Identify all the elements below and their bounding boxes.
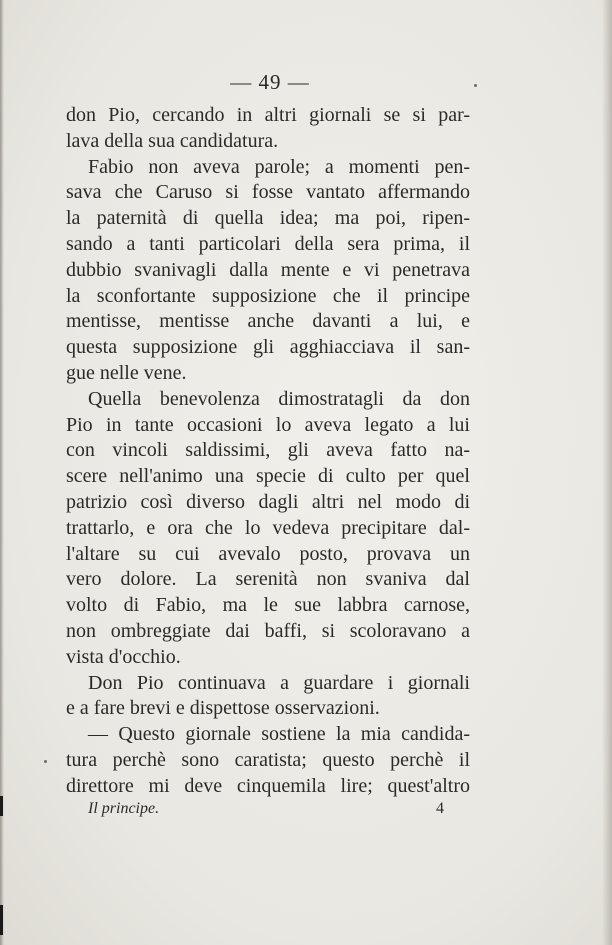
- text-line: tura perchè sono caratista; questo perchè il: [66, 748, 470, 771]
- text-line: Quella benevolenza dimostratagli da don: [88, 387, 470, 410]
- text-line: Don Pio continuava a guardare i giornali: [88, 671, 470, 694]
- text-line: lava della sua candidatura.: [66, 129, 279, 152]
- text-line: direttore mi deve cinquemila lire; quest'altro: [66, 774, 470, 797]
- page-number: — 49 —: [230, 70, 310, 94]
- binding-mark: [0, 905, 3, 935]
- paper-speck: [44, 760, 47, 763]
- text-line: questa supposizione gli agghiacciava il san-: [66, 336, 470, 359]
- text-line: patrizio così diverso dagli altri nel modo di: [66, 490, 470, 513]
- signature-mark: 4: [436, 800, 444, 817]
- text-line: Fabio non aveva parole; a momenti pen-: [88, 155, 470, 178]
- text-line: e a fare brevi e dispettose osservazioni.: [66, 697, 380, 720]
- text-line: dubbio svanivagli dalla mente e vi penetrava: [66, 258, 470, 281]
- text-line: — Questo giornale sostiene la mia candida-: [88, 723, 470, 746]
- text-line: vero dolore. La serenità non svaniva dal: [66, 568, 470, 591]
- page-right-edge-shadow: [602, 0, 612, 945]
- text-line: don Pio, cercando in altri giornali se si par-: [66, 104, 470, 126]
- text-line: la sconfortante supposizione che il principe: [66, 284, 470, 307]
- body-text: [66, 103, 470, 800]
- text-line: vista d'occhio.: [66, 645, 181, 668]
- text-line: Pio in tante occasioni lo aveva legato a lui: [66, 413, 470, 436]
- text-line: gue nelle vene.: [66, 361, 187, 384]
- text-line: la paternità di quella idea; ma poi, ripen-: [66, 207, 470, 230]
- text-line: con vincoli saldissimi, gli aveva fatto na-: [66, 439, 470, 462]
- text-line: sava che Caruso si fosse vantato affermando: [66, 181, 470, 204]
- text-line: volto di Fabio, ma le sue labbra carnose,: [66, 594, 470, 617]
- text-line: l'altare su cui avevalo posto, provava un: [66, 542, 470, 565]
- text-line: mentisse, mentisse anche davanti a lui, e: [66, 310, 470, 333]
- running-title: Il principe.: [88, 800, 160, 817]
- binding-mark: [0, 796, 3, 816]
- text-line: sando a tanti particolari della sera prima, il: [66, 232, 470, 255]
- text-line: non ombreggiate dai baffi, si scoloravano a: [66, 619, 470, 642]
- page-footer: [88, 800, 444, 824]
- text-line: scere nell'animo una specie di culto per quel: [66, 465, 470, 488]
- text-line: trattarlo, e ora che lo vedeva precipitare dal-: [66, 516, 470, 539]
